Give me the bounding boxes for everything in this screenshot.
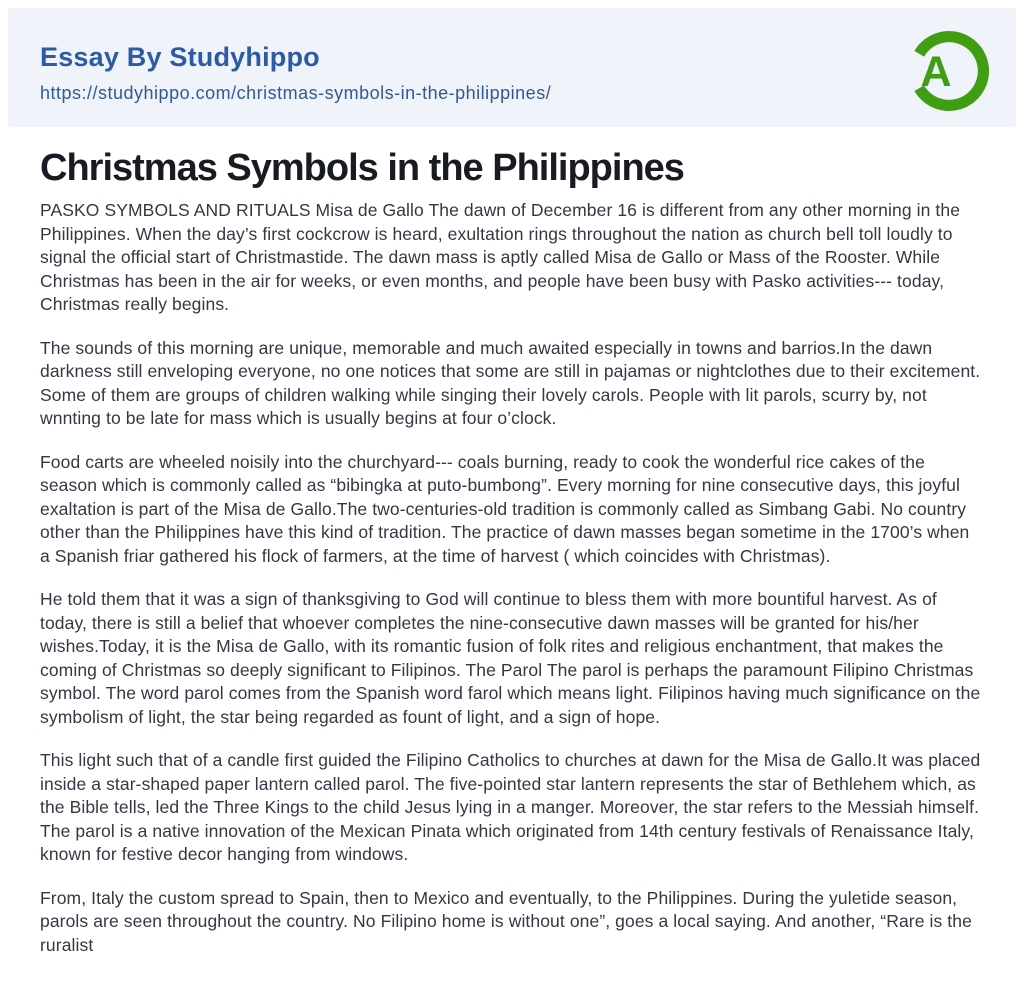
header-banner xyxy=(8,8,1016,127)
essay-paragraph: From, Italy the custom spread to Spain, then to Mexico and eventually, to the Philippines. During the yuletide season, parols are seen throughout the country. No Filipino home is without one”, goes a local saying. And another, “Rare is the ruralist xyxy=(40,887,972,955)
essay-content xyxy=(0,127,1024,977)
source-url-link[interactable]: https://studyhippo.com/christmas-symbols-in-the-philippines/ xyxy=(40,83,552,103)
essay-paragraph: PASKO SYMBOLS AND RITUALS Misa de Gallo The dawn of December 16 is different from any other morning in the Philippines. When the day’s first cockcrow is heard, exultation rings throughout the nation as church bell toll loudly to signal the official start of Christmastide. The dawn mass is aptly called Misa de Gallo or Mass of the Rooster. While Christmas has been in the air for weeks, or even months, and people have been busy with Pasko activities--- today, Christmas really begins. xyxy=(40,200,961,314)
essay-body xyxy=(40,199,984,957)
essay-paragraph: He told them that it was a sign of thanksgiving to God will continue to bless them with more bountiful harvest. As of today, there is still a belief that whoever completes the nine-consecutive dawn masses will be granted for his/her wishes.Today, it is the Misa de Gallo, with its romantic fusion of folk rites and religious enchantment, that makes the coming of Christmas so deeply significant to Filipinos. The Parol The parol is perhaps the paramount Filipino Christmas symbol. The word parol comes from the Spanish word farol which means light. Filipinos having much significance on the symbolism of light, the star being regarded as fount of light, and a sign of hope. xyxy=(40,589,981,727)
studyhippo-logo-icon xyxy=(906,28,992,114)
essay-paragraph: Food carts are wheeled noisily into the churchyard--- coals burning, ready to cook the wonderful rice cakes of the season which is commonly called as “bibingka at puto-bumbong”. Every morning for nine consecutive days, this joyful exaltation is part of the Misa de Gallo.The two-centuries-old tradition is commonly called as Simbang Gabi. No country other than the Philippines have this kind of tradition. The practice of dawn masses began sometime in the 1700’s when a Spanish friar gathered his flock of farmers, at the time of harvest ( which coincides with Christmas). xyxy=(40,451,970,566)
page-title: Christmas Symbols in the Philippines xyxy=(40,147,684,189)
byline: Essay By Studyhippo xyxy=(40,42,320,72)
essay-paragraph: This light such that of a candle first guided the Filipino Catholics to churches at dawn for the Misa de Gallo.It was placed inside a star-shaped paper lantern called parol. The five-pointed star lantern represents the star of Bethlehem which, as the Bible tells, led the Three Kings to the child Jesus lying in a manger. Moreover, the star refers to the Messiah himself. The parol is a native innovation of the Mexican Pinata which originated from 14th century festivals of Renaissance Italy, known for festive decor hanging from windows. xyxy=(40,750,981,864)
essay-paragraph: The sounds of this morning are unique, memorable and much awaited especially in towns and barrios.In the dawn darkness still enveloping everyone, no one notices that some are still in pajamas or nightclothes due to their excitement. Some of them are groups of children walking while singing their lovely carols. People with lit parols, scurry by, not wnnting to be late for mass which is usually begins at four o’clock. xyxy=(40,337,981,428)
header-text-group xyxy=(40,41,551,104)
logo-letter: A xyxy=(920,47,952,96)
